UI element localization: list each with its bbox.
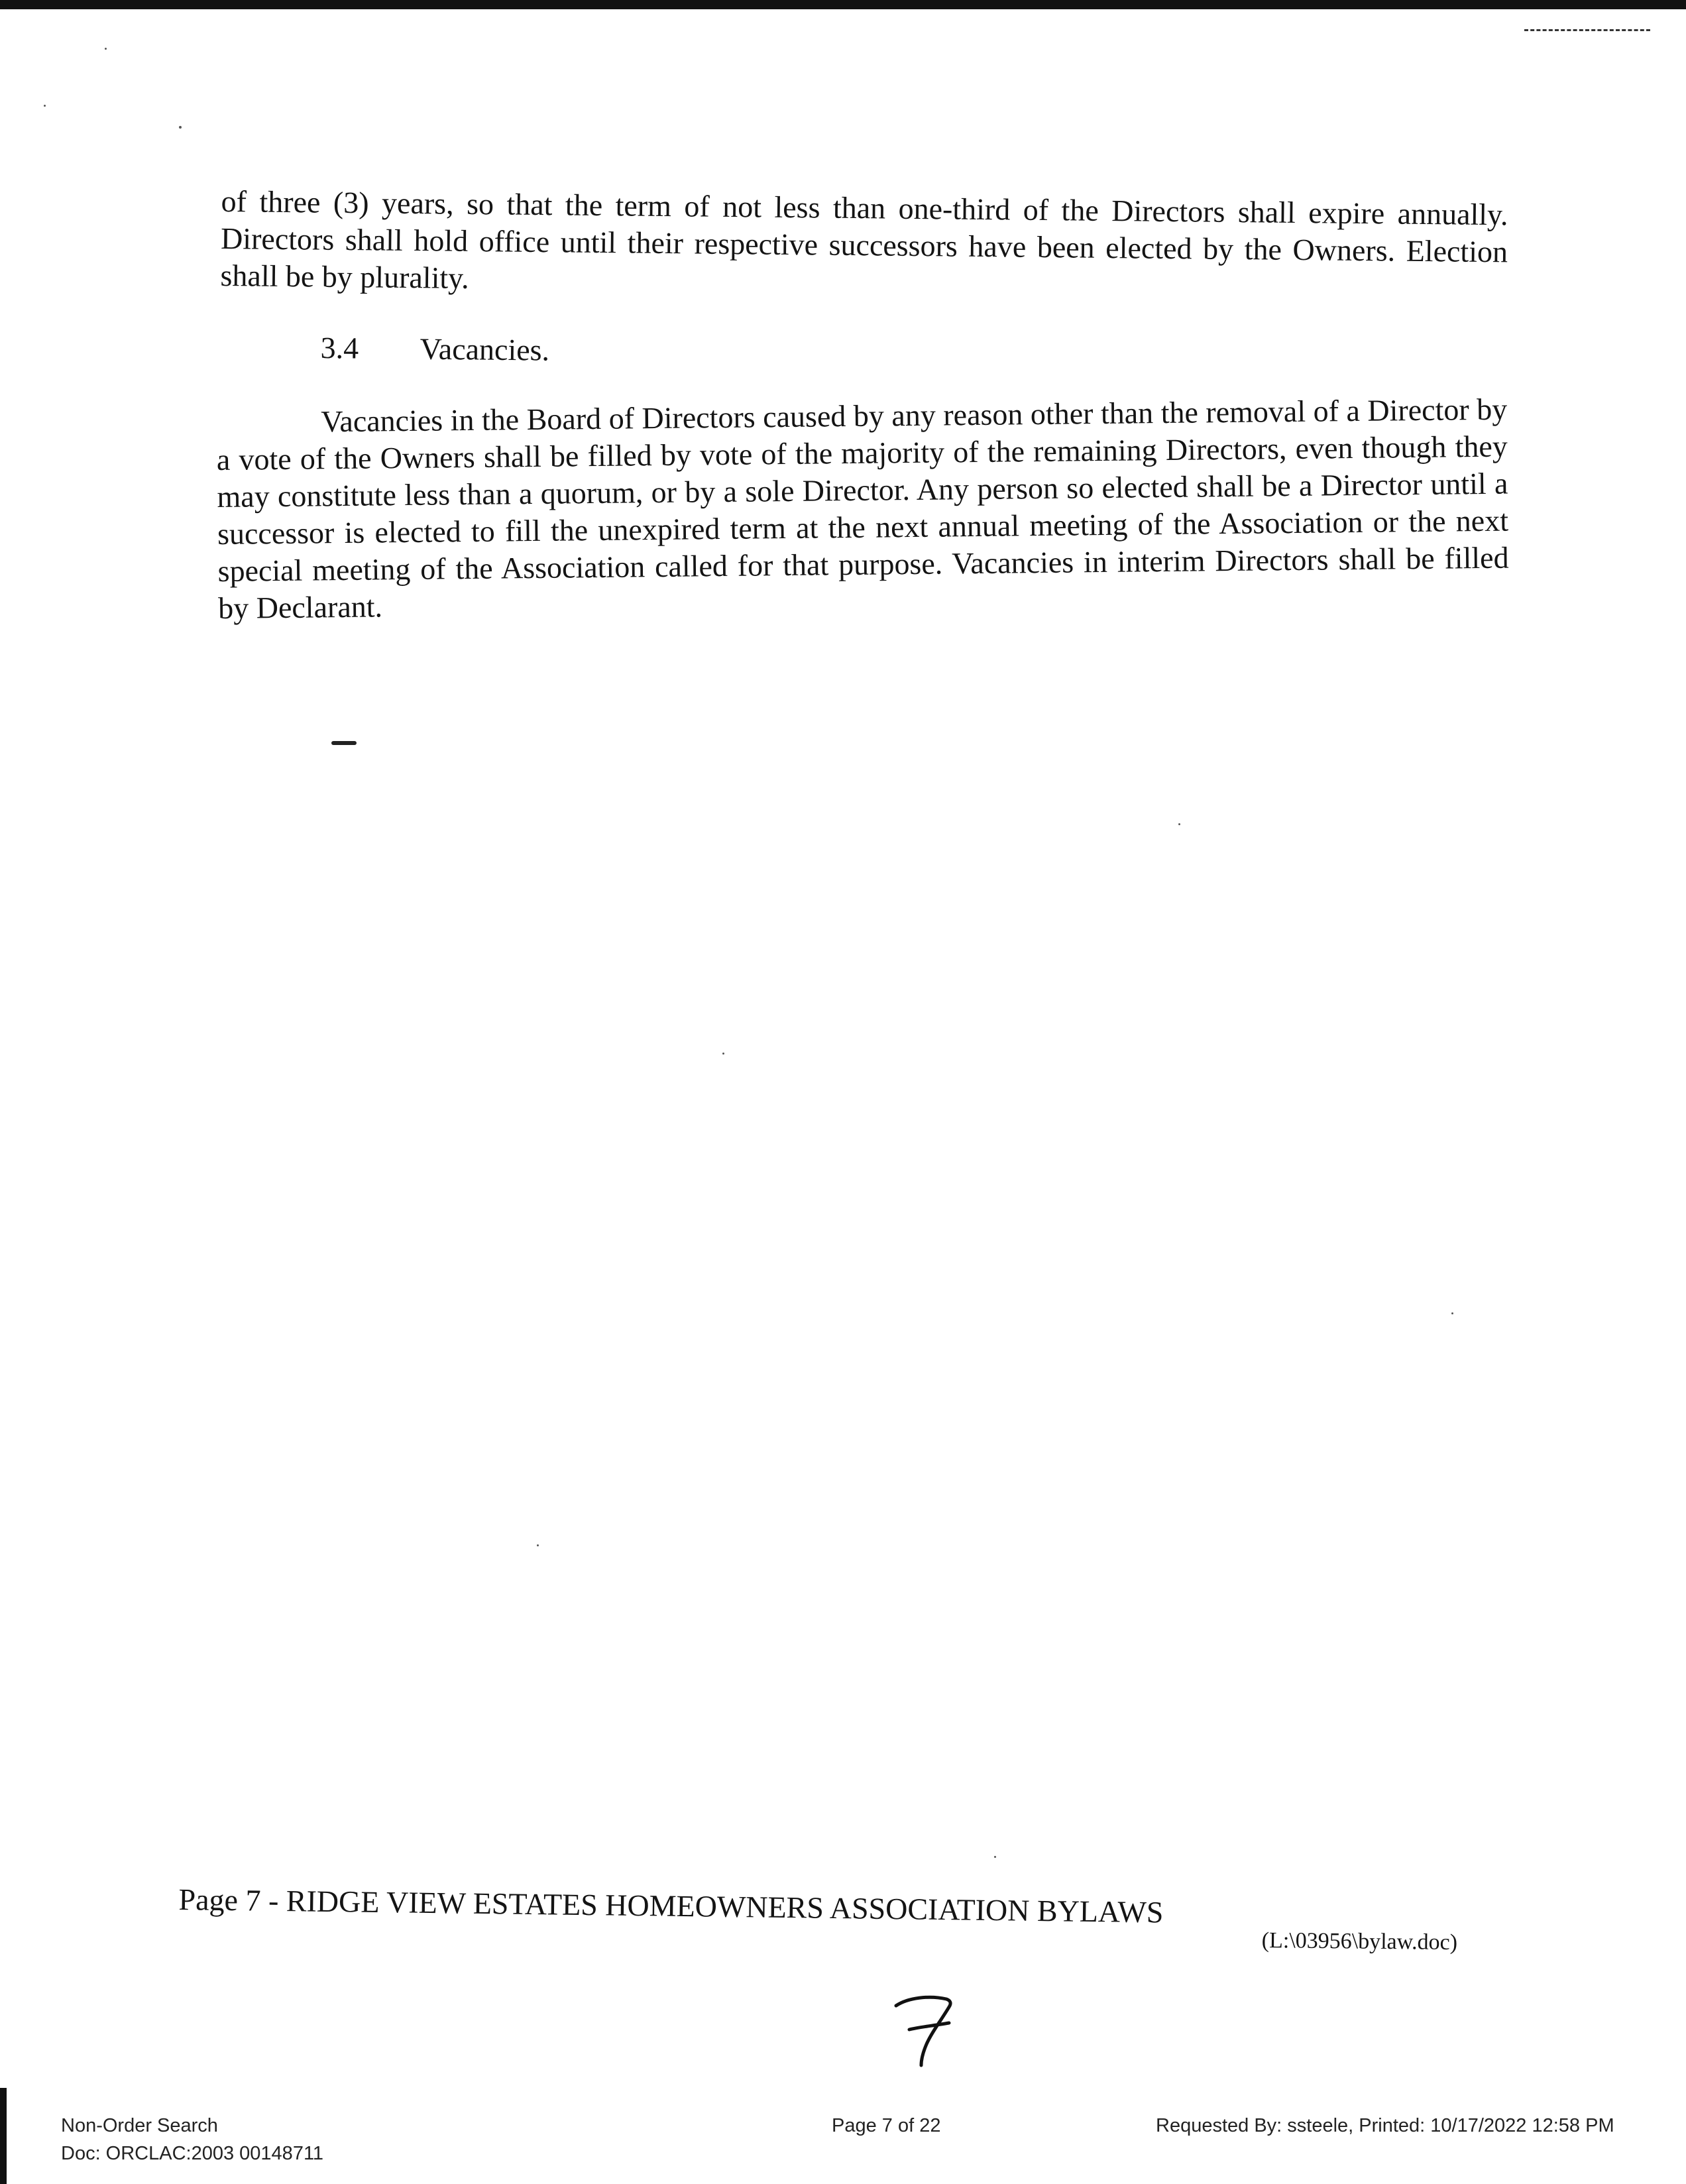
stamp-requested-by: Requested By: ssteele, Printed: 10/17/2022 12:58 PM [1156, 2115, 1614, 2136]
scan-speck [537, 1544, 539, 1546]
scan-speck [105, 48, 107, 50]
scan-speck [179, 126, 182, 129]
continued-paragraph: of three (3) years, so that the term of not less than one-third of the Directors shall expire annually. Directors shall hold office until their respective successors have been elected by the Owners. Election shall be by plurality. [220, 184, 1508, 295]
scan-speck [44, 105, 46, 107]
handwritten-page-number [888, 1988, 961, 2068]
scan-speck [722, 1053, 724, 1055]
scan-artifact-dash [1524, 29, 1650, 33]
scan-top-border [0, 0, 1686, 9]
section-heading [320, 329, 549, 369]
stamp-doc-id: Doc: ORCLAC:2003 00148711 [61, 2143, 324, 2164]
stray-ink-mark [331, 741, 357, 745]
scan-speck [994, 1856, 996, 1858]
stamp-page-indicator: Page 7 of 22 [832, 2115, 941, 2136]
file-reference: (L:\03956\bylaw.doc) [1261, 1928, 1458, 1955]
stamp-search-type: Non-Order Search [61, 2115, 218, 2136]
scan-speck [1178, 823, 1180, 825]
section-number: 3.4 [320, 330, 359, 365]
scan-left-border [0, 2088, 7, 2184]
page-footer-title: Page 7 - RIDGE VIEW ESTATES HOMEOWNERS ASSOCIATION BYLAWS [178, 1882, 1164, 1929]
vacancies-paragraph: Vacancies in the Board of Directors caused by any reason other than the removal of a Director by a vote of the Owners shall be filled by vote of the majority of the remaining Directors, even though they may constitute less than a quorum, or by a sole Director. Any person so elected shall be a Director until a successor is elected to fill the unexpired term at the next annual meeting of the Association or the next special meeting of the Association called for that purpose. Vacancies in interim Directors shall be filled by Declarant. [216, 392, 1509, 625]
scan-speck [1451, 1312, 1453, 1314]
section-title: Vacancies. [420, 331, 550, 367]
